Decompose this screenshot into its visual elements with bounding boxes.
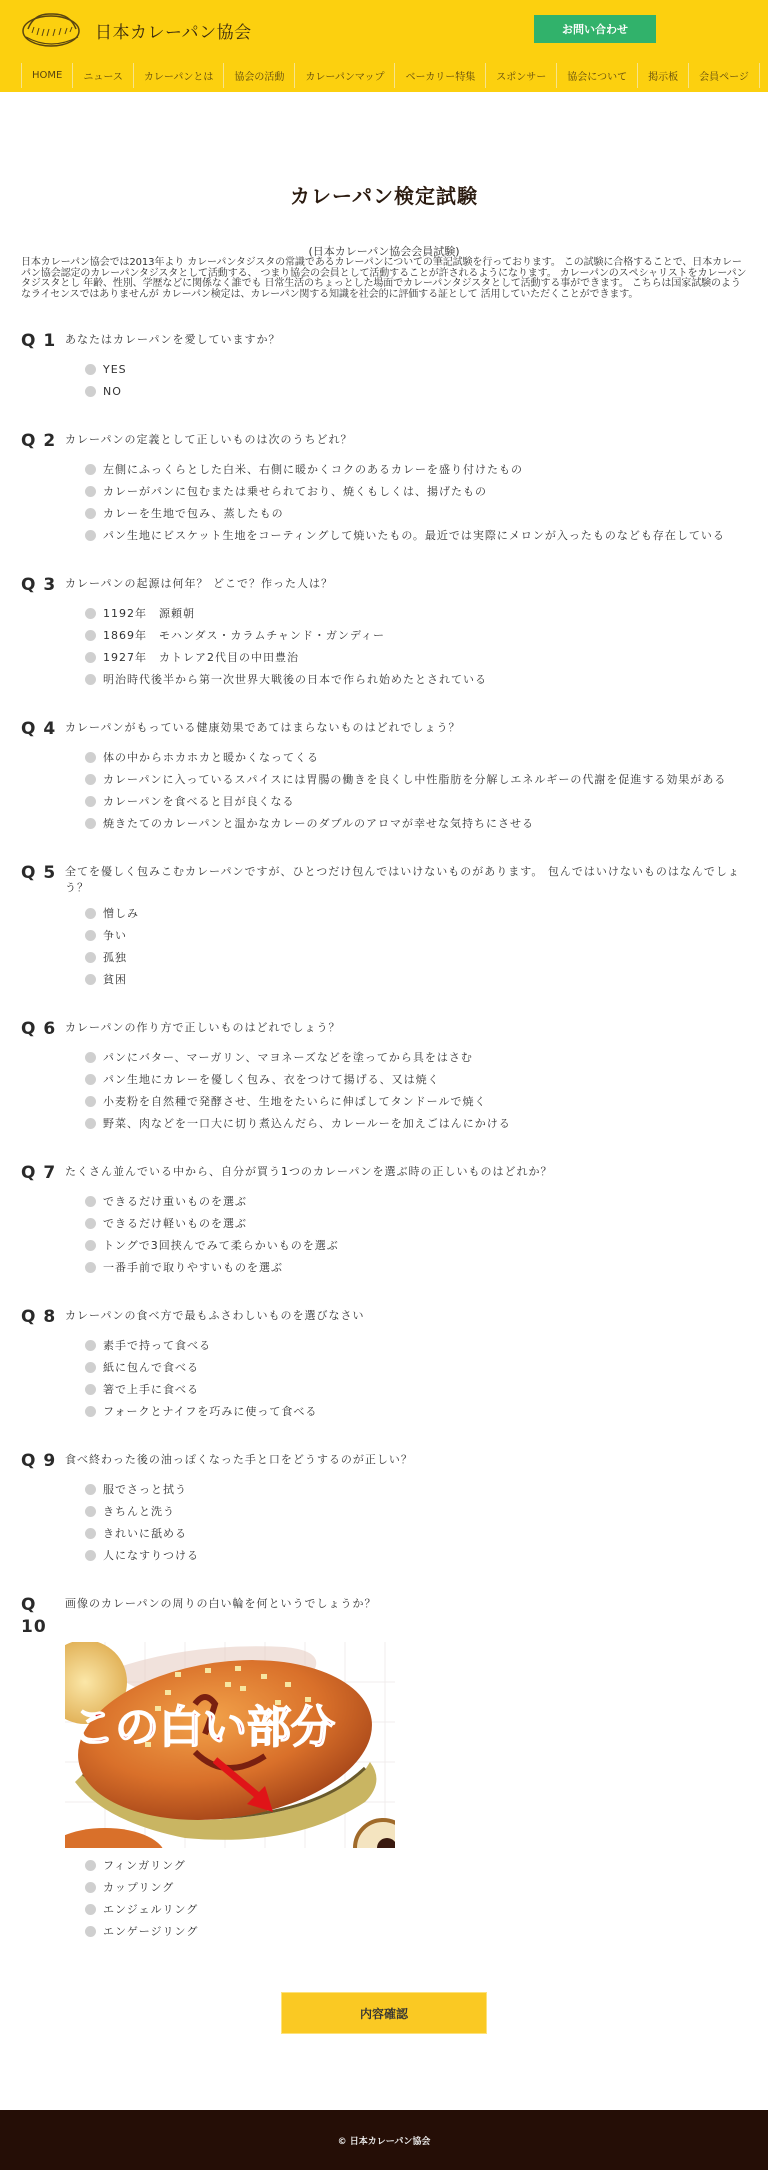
- option-list: [85, 1478, 747, 1566]
- radio-button[interactable]: [85, 930, 96, 941]
- radio-button[interactable]: [85, 1362, 96, 1373]
- nav-item-home[interactable]: HOME: [21, 63, 72, 88]
- site-header: [0, 0, 768, 92]
- option-label: 1927年 カトレア2代目の中田豊治: [103, 651, 299, 664]
- page-title: カレーパン検定試験: [290, 184, 478, 208]
- radio-button[interactable]: [85, 1528, 96, 1539]
- option-label: 服でさっと拭う: [103, 1483, 187, 1496]
- radio-option[interactable]: [85, 358, 747, 380]
- radio-button[interactable]: [85, 608, 96, 619]
- question-text: カレーパンの作り方で正しいものはどれでしょう？: [65, 1021, 341, 1034]
- option-label: 箸で上手に食べる: [103, 1383, 199, 1396]
- option-label: パンにバター、マーガリン、マヨネーズなどを塗ってから具をはさむ: [103, 1051, 473, 1064]
- radio-button[interactable]: [85, 1118, 96, 1129]
- radio-option[interactable]: [85, 812, 747, 834]
- radio-option[interactable]: [85, 1920, 747, 1942]
- question-text: 全てを優しく包みこむカレーパンですが、ひとつだけ包んではいけないものがあります。 包んではいけないものはなんでしょう？: [65, 865, 740, 894]
- radio-option[interactable]: [85, 1068, 747, 1090]
- option-label: フィンガリング: [103, 1859, 186, 1872]
- option-label: 憎しみ: [103, 907, 139, 920]
- option-list: [85, 602, 747, 690]
- radio-option[interactable]: [85, 1522, 747, 1544]
- radio-option[interactable]: [85, 1378, 747, 1400]
- question-text: カレーパンがもっている健康効果であてはまらないものはどれでしょう？: [65, 721, 461, 734]
- radio-button[interactable]: [85, 364, 96, 375]
- radio-option[interactable]: [85, 380, 747, 402]
- page-subtitle: (日本カレーパン協会会員試験): [308, 245, 460, 258]
- option-label: 小麦粉を自然種で発酵させ、生地をたいらに伸ばしてタンドールで焼く: [103, 1095, 487, 1108]
- question-number: Q 8: [21, 1307, 57, 1327]
- option-label: 1192年 源頼朝: [103, 607, 195, 620]
- radio-option[interactable]: [85, 790, 747, 812]
- radio-option[interactable]: [85, 968, 747, 990]
- radio-option[interactable]: [85, 1854, 747, 1876]
- radio-option[interactable]: [85, 624, 747, 646]
- radio-button[interactable]: [85, 908, 96, 919]
- question-3: [21, 574, 747, 690]
- option-label: 1869年 モハンダス・カラムチャンド・ガンディー: [103, 629, 386, 642]
- radio-button[interactable]: [85, 464, 96, 475]
- radio-option[interactable]: [85, 1090, 747, 1112]
- radio-option[interactable]: [85, 1544, 747, 1566]
- main-content: [0, 180, 768, 2034]
- confirm-button[interactable]: 内容確認: [281, 1992, 487, 2034]
- radio-button[interactable]: [85, 774, 96, 785]
- nav-item-board[interactable]: 掲示板: [637, 63, 688, 88]
- option-label: パン生地にビスケット生地をコーティングして焼いたもの。最近では実際にメロンが入ったものなども存在している: [103, 529, 725, 542]
- radio-option[interactable]: [85, 524, 747, 546]
- radio-button[interactable]: [85, 1926, 96, 1937]
- option-label: カレーパンを食べると目が良くなる: [103, 795, 295, 808]
- radio-option[interactable]: [85, 1234, 747, 1256]
- option-label: できるだけ重いものを選ぶ: [103, 1195, 247, 1208]
- radio-button[interactable]: [85, 1550, 96, 1561]
- radio-option[interactable]: [85, 746, 747, 768]
- option-list: [85, 1854, 747, 1942]
- nav-item-map[interactable]: カレーパンマップ: [294, 63, 394, 88]
- question-2: [21, 430, 747, 546]
- radio-button[interactable]: [85, 818, 96, 829]
- option-label: エンゲージリング: [103, 1925, 199, 1938]
- question-1: [21, 330, 747, 402]
- question-number: Q 2: [21, 431, 57, 451]
- question-text: カレーパンの起源は何年？ どこで？作った人は？: [65, 577, 333, 590]
- copyright-text: © 日本カレーパン協会: [337, 2136, 431, 2147]
- contact-button[interactable]: お問い合わせ: [534, 15, 656, 43]
- question-4: [21, 718, 747, 834]
- radio-button[interactable]: [85, 508, 96, 519]
- option-label: できるだけ軽いものを選ぶ: [103, 1217, 247, 1230]
- radio-button[interactable]: [85, 1052, 96, 1063]
- radio-option[interactable]: [85, 902, 747, 924]
- option-label: パン生地にカレーを優しく包み、衣をつけて揚げる、又は焼く: [103, 1073, 440, 1086]
- radio-button[interactable]: [85, 1484, 96, 1495]
- radio-button[interactable]: [85, 1904, 96, 1915]
- question-number: Q 4: [21, 719, 57, 739]
- radio-option[interactable]: [85, 502, 747, 524]
- curry-bread-image: [65, 1642, 395, 1848]
- option-label: フォークとナイフを巧みに使って食べる: [103, 1405, 318, 1418]
- question-8: [21, 1306, 747, 1422]
- radio-option[interactable]: [85, 1400, 747, 1422]
- radio-button[interactable]: [85, 674, 96, 685]
- radio-option[interactable]: [85, 602, 747, 624]
- global-nav: [21, 63, 760, 88]
- radio-option[interactable]: [85, 458, 747, 480]
- radio-option[interactable]: [85, 646, 747, 668]
- question-number: Q 1: [21, 331, 57, 351]
- question-text: あなたはカレーパンを愛していますか？: [65, 333, 281, 346]
- radio-button[interactable]: [85, 1406, 96, 1417]
- question-number: Q 5: [21, 863, 57, 883]
- radio-option[interactable]: [85, 1334, 747, 1356]
- option-label: YES: [103, 362, 127, 376]
- radio-option[interactable]: [85, 668, 747, 690]
- option-label: 孤独: [103, 951, 127, 964]
- radio-option[interactable]: [85, 1190, 747, 1212]
- option-label: カレーがパンに包むまたは乗せられており、焼くもしくは、揚げたもの: [103, 485, 487, 498]
- question-10: [21, 1594, 747, 1942]
- radio-option[interactable]: [85, 1212, 747, 1234]
- nav-item-sponsor[interactable]: スポンサー: [485, 63, 556, 88]
- submit-area: [21, 1992, 747, 2034]
- option-label: トングで3回挟んでみて柔らかいものを選ぶ: [103, 1239, 339, 1252]
- image-caption: この白い部分: [71, 1702, 335, 1753]
- radio-option[interactable]: [85, 924, 747, 946]
- question-text: カレーパンの定義として正しいものは次のうちどれ？: [65, 433, 353, 446]
- option-label: エンジェルリング: [103, 1903, 199, 1916]
- intro-text: 日本カレーパン協会では2013年より カレーパンタジスタの常識であるカレーパンについての筆記試験を行っております。 この試験に合格することで、日本カレーパン協会認定のカレーパンタジスタとして活動する、 つまり協会の会員として活動することが許されるようになります。 カレーパンのスペシャリストをカレーパンタジスタとし 年齢、性別、学歴などに関係なく誰でも 日常生活のちょっとした場面でカレーパンタジスタとして活動する事ができます。 こちらは国家試験のようなライセンスではありませんが カレーパン検定は、カレーパン関する知識を社会的に評価する証として 活用していただくことができます。: [21, 257, 747, 300]
- option-label: 貧困: [103, 973, 127, 986]
- option-list: [85, 358, 747, 402]
- question-5: [21, 862, 747, 990]
- radio-button[interactable]: [85, 974, 96, 985]
- radio-option[interactable]: [85, 1500, 747, 1522]
- option-list: [85, 902, 747, 990]
- radio-option[interactable]: [85, 1356, 747, 1378]
- radio-button[interactable]: [85, 1262, 96, 1273]
- radio-option[interactable]: [85, 1478, 747, 1500]
- option-label: きちんと洗う: [103, 1505, 175, 1518]
- option-list: [85, 458, 747, 546]
- option-label: 野菜、肉などを一口大に切り煮込んだら、カレールーを加えごはんにかける: [103, 1117, 511, 1130]
- radio-button[interactable]: [85, 652, 96, 663]
- option-label: 明治時代後半から第一次世界大戦後の日本で作られ始めたとされている: [103, 673, 487, 686]
- exam-form: [21, 330, 747, 2034]
- nav-item-about-currypan[interactable]: カレーパンとは: [133, 63, 224, 88]
- radio-button[interactable]: [85, 1506, 96, 1517]
- option-list: [85, 1190, 747, 1278]
- option-label: カレーパンに入っているスパイスには胃腸の働きを良くし中性脂肪を分解しエネルギーの代謝を促進する効果がある: [103, 773, 727, 786]
- radio-option[interactable]: [85, 1898, 747, 1920]
- option-label: 体の中からホカホカと暖かくなってくる: [103, 751, 319, 764]
- radio-button[interactable]: [85, 1074, 96, 1085]
- option-label: カレーを生地で包み、蒸したもの: [103, 507, 284, 520]
- question-number: Q 3: [21, 575, 57, 595]
- radio-button[interactable]: [85, 752, 96, 763]
- radio-button[interactable]: [85, 1882, 96, 1893]
- option-label: 紙に包んで食べる: [103, 1361, 199, 1374]
- option-label: カップリング: [103, 1881, 175, 1894]
- option-label: 素手で持って食べる: [103, 1339, 211, 1352]
- radio-button[interactable]: [85, 1384, 96, 1395]
- site-footer: [0, 2110, 768, 2170]
- nav-item-news[interactable]: ニュース: [72, 63, 133, 88]
- nav-item-about-association[interactable]: 協会について: [556, 63, 637, 88]
- option-label: 左側にふっくらとした白米、右側に暖かくコクのあるカレーを盛り付けたもの: [103, 463, 523, 476]
- question-number: Q 6: [21, 1019, 57, 1039]
- curry-bread-logo-icon[interactable]: [20, 7, 82, 49]
- question-9: [21, 1450, 747, 1566]
- option-label: 一番手前で取りやすいものを選ぶ: [103, 1261, 283, 1274]
- radio-button[interactable]: [85, 1860, 96, 1871]
- question-number: Q 10: [21, 1595, 47, 1637]
- site-title[interactable]: 日本カレーパン協会: [95, 23, 252, 43]
- nav-item-activities[interactable]: 協会の活動: [223, 63, 294, 88]
- radio-button[interactable]: [85, 630, 96, 641]
- question-text: 画像のカレーパンの周りの白い輪を何というでしょうか？: [65, 1597, 377, 1610]
- radio-option[interactable]: [85, 768, 747, 790]
- radio-option[interactable]: [85, 1046, 747, 1068]
- nav-item-bakery[interactable]: ベーカリー特集: [394, 63, 485, 88]
- question-number: Q 9: [21, 1451, 57, 1471]
- nav-item-member[interactable]: 会員ページ: [688, 63, 760, 88]
- radio-button[interactable]: [85, 952, 96, 963]
- radio-option[interactable]: [85, 1112, 747, 1134]
- question-text: カレーパンの食べ方で最もふさわしいものを選びなさい: [65, 1309, 365, 1322]
- radio-button[interactable]: [85, 1218, 96, 1229]
- question-7: [21, 1162, 747, 1278]
- question-text: 食べ終わった後の油っぽくなった手と口をどうするのが正しい？: [65, 1453, 413, 1466]
- question-number: Q 7: [21, 1163, 57, 1183]
- radio-button[interactable]: [85, 386, 96, 397]
- option-label: 焼きたてのカレーパンと温かなカレーのダブルのアロマが幸せな気持ちにさせる: [103, 817, 535, 830]
- question-6: [21, 1018, 747, 1134]
- option-label: きれいに舐める: [103, 1527, 187, 1540]
- radio-button[interactable]: [85, 1240, 96, 1251]
- option-label: NO: [103, 384, 122, 398]
- option-list: [85, 746, 747, 834]
- option-list: [85, 1334, 747, 1422]
- radio-button[interactable]: [85, 796, 96, 807]
- radio-button[interactable]: [85, 1196, 96, 1207]
- question-text: たくさん並んでいる中から、自分が買う1つのカレーパンを選ぶ時の正しいものはどれか？: [65, 1165, 553, 1178]
- radio-option[interactable]: [85, 1256, 747, 1278]
- radio-button[interactable]: [85, 486, 96, 497]
- radio-option[interactable]: [85, 1876, 747, 1898]
- radio-button[interactable]: [85, 1340, 96, 1351]
- radio-option[interactable]: [85, 946, 747, 968]
- radio-option[interactable]: [85, 480, 747, 502]
- option-label: 争い: [103, 929, 127, 942]
- radio-button[interactable]: [85, 530, 96, 541]
- option-label: 人になすりつける: [103, 1549, 199, 1562]
- radio-button[interactable]: [85, 1096, 96, 1107]
- option-list: [85, 1046, 747, 1134]
